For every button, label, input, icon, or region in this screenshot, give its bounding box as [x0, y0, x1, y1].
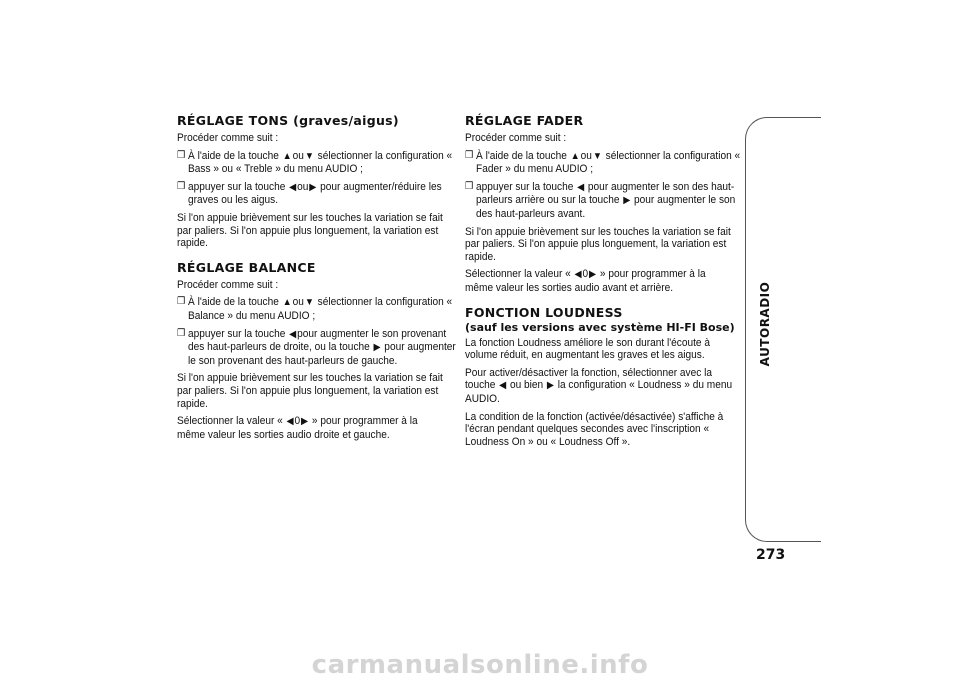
checkbox-bullet-icon: ❒: [177, 149, 186, 161]
tons-bullet-2: ❒ appuyer sur la touche ◀ou▶ pour augmenter/réduire les graves ou les aigus.: [177, 180, 442, 207]
balance-bullet-2: ❒ appuyer sur la touche ◀pour augmenter le son provenant des haut-parleurs de droite, ou la touche ▶ pour augmenter le son provenant des haut-parleurs de gauche.: [177, 327, 456, 367]
balance-paragraph: Si l'on appuie brièvement sur les touches la variation se fait par paliers. Si l'on appuie plus longuement, la variation est rapide.: [177, 372, 443, 410]
down-arrow-icon: ▼: [304, 150, 314, 162]
checkbox-bullet-icon: ❒: [465, 149, 474, 161]
fader-bullet-2: ❒ appuyer sur la touche ◀ pour augmenter le son des haut-parleurs arrière ou sur la touche ▶ pour augmenter le son des haut-parleurs avant.: [465, 180, 736, 220]
right-arrow-icon: ▶: [623, 195, 631, 207]
right-arrow-icon: ▶: [589, 269, 597, 281]
checkbox-bullet-icon: ❒: [177, 180, 186, 192]
tons-intro: Procéder comme suit :: [177, 132, 279, 144]
checkbox-bullet-icon: ❒: [177, 296, 186, 308]
left-arrow-icon: ◀: [577, 181, 585, 193]
page-number: 273: [756, 547, 786, 563]
fader-bullet-1: ❒ À l'aide de la touche ▲ou▼ sélectionner la configuration « Fader » du menu AUDIO ;: [465, 149, 741, 176]
loudness-subheading: (sauf les versions avec système HI-FI Bose): [465, 320, 735, 334]
balance-select-paragraph: Sélectionner la valeur « ◀0▶ » pour programmer à la même valeur les sorties audio droite et gauche.: [177, 415, 418, 441]
right-column: [465, 113, 741, 453]
loudness-paragraph-2: Pour activer/désactiver la fonction, sélectionner avec la touche ◀ ou bien ▶ la configuration « Loudness » du menu AUDIO.: [465, 366, 733, 405]
loudness-heading: FONCTION LOUDNESS: [465, 304, 623, 320]
left-arrow-icon: ◀: [499, 380, 507, 392]
watermark: carmanualsonline.info: [311, 650, 649, 680]
tons-heading: RÉGLAGE TONS (graves/aigus): [177, 113, 399, 128]
right-arrow-icon: ▶: [373, 342, 381, 354]
section-tab-label: AUTORADIO: [758, 281, 772, 367]
down-arrow-icon: ▼: [304, 297, 314, 309]
checkbox-bullet-icon: ❒: [177, 327, 186, 339]
up-arrow-icon: ▲: [570, 150, 580, 162]
tons-bullet-1: ❒ À l'aide de la touche ▲ou▼ sélectionner la configuration « Bass » ou « Treble » du menu AUDIO ;: [177, 149, 453, 176]
fader-paragraph: Si l'on appuie brièvement sur les touches la variation se fait par paliers. Si l'on appuie plus longuement, la variation est rapide.: [465, 225, 731, 263]
left-arrow-icon: ◀: [574, 269, 582, 281]
down-arrow-icon: ▼: [592, 150, 602, 162]
left-arrow-icon: ◀: [289, 328, 297, 340]
left-arrow-icon: ◀: [289, 181, 297, 193]
balance-heading: RÉGLAGE BALANCE: [177, 259, 316, 275]
tons-paragraph: Si l'on appuie brièvement sur les touches la variation se fait par paliers. Si l'on appuie plus longuement, la variation est rapide.: [177, 211, 443, 250]
fader-intro: Procéder comme suit :: [465, 132, 567, 144]
fader-heading: RÉGLAGE FADER: [465, 113, 584, 128]
right-arrow-icon: ▶: [301, 416, 309, 428]
balance-intro: Procéder comme suit :: [177, 278, 279, 291]
left-column: [177, 113, 456, 446]
up-arrow-icon: ▲: [282, 150, 292, 162]
balance-bullet-1: ❒ À l'aide de la touche ▲ou▼ sélectionner la configuration « Balance » du menu AUDIO ;: [177, 296, 453, 322]
loudness-paragraph-1: La fonction Loudness améliore le son durant l'écoute à volume réduit, en augmentant les graves et les aigus.: [465, 336, 710, 362]
left-arrow-icon: ◀: [286, 416, 294, 428]
right-arrow-icon: ▶: [546, 380, 554, 392]
up-arrow-icon: ▲: [282, 297, 292, 309]
checkbox-bullet-icon: ❒: [465, 180, 474, 192]
fader-select-paragraph: Sélectionner la valeur « ◀0▶ » pour programmer à la même valeur les sorties audio avant et arrière.: [465, 268, 706, 294]
loudness-paragraph-3: La condition de la fonction (activée/désactivée) s'affiche à l'écran pendant quelques secondes avec l'inscription « Loudness On » ou « Loudness Off ».: [465, 410, 724, 448]
right-arrow-icon: ▶: [309, 181, 317, 193]
